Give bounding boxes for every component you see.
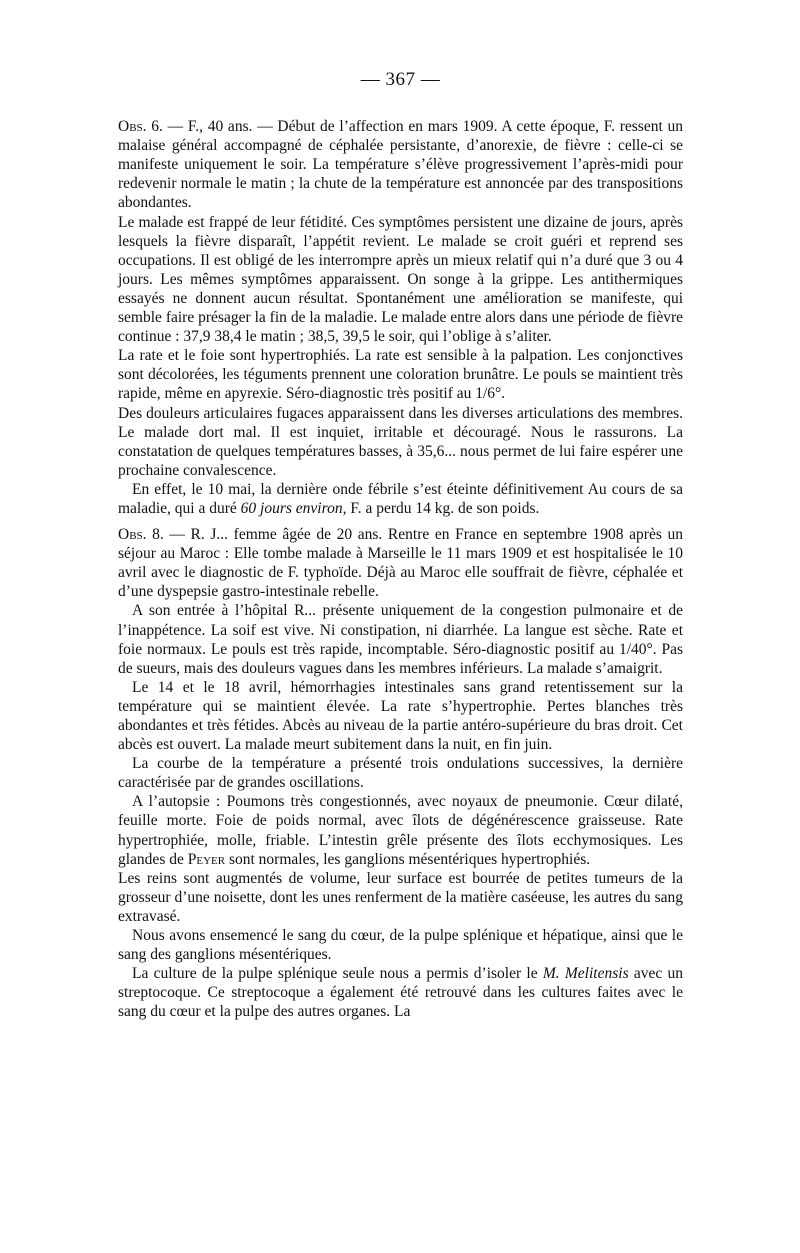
species-name: M. Melitensis [542, 965, 629, 983]
peyer-name: Peyer [187, 850, 226, 868]
obs8-paragraph-7: Nous avons ensemencé le sang du cœur, de la pulpe splénique et hépatique, ainsi que le sang des ganglions mésentériques. [118, 927, 683, 964]
duration-emphasis: 60 jours environ, [240, 499, 347, 517]
obs8-label: Obs. 8. [118, 526, 164, 544]
obs8-paragraph-1: Obs. 8. — R. J... femme âgée de 20 ans. Rentre en France en septembre 1908 après un séjour au Maroc : Elle tombe malade à Marseille le 11 mars 1909 et est hospitalisée le 10 avril avec le diagnostic de F. typhoïde. Déjà au Maroc elle souffrait de fièvre, céphalée et d’une dyspepsie gastro-intestinale rebelle. [118, 526, 683, 601]
obs8-paragraph-2: A son entrée à l’hôpital R... présente uniquement de la congestion pulmonaire et de l’inappétence. La soif est vive. Ni constipation, ni diarrhée. La langue est sèche. Rate et foie normaux. Le pouls est très rapide, incomptable. Séro-diagnostic positif au 1/40°. Pas de sueurs, mais des douleurs vagues dans les membres inférieurs. La malade s’amaigrit. [118, 602, 683, 677]
obs8-paragraph-3: Le 14 et le 18 avril, hémorrhagies intestinales sans grand retentissement sur la température qui se maintient élevée. La rate s’hypertrophie. Pertes blanches très abondantes et très fétides. Abcès au niveau de la partie antéro-supérieure du bras droit. Cet abcès est ouvert. La malade meurt subitement dans la nuit, en fin juin. [118, 678, 683, 754]
obs8-paragraph-5: A l’autopsie : Poumons très congestionnés, avec noyaux de pneumonie. Cœur dilaté, feuille morte. Foie de poids normal, avec îlots de dégénérescence graisseuse. Rate hypertrophiée, molle, friable. L’intestin grêle présente des îlots ecchymosiques. Les glandes de Peyer sont normales, les ganglions mésentériques hypertrophiés. [118, 793, 683, 868]
obs8-paragraph-6: Les reins sont augmentés de volume, leur surface est bourrée de petites tumeurs de la grosseur d’une noisette, dont les unes renferment de la matière caséeuse, les autres du sang extravasé. [118, 869, 683, 925]
observation-6 [118, 117, 683, 518]
document-page [118, 70, 683, 1022]
observation-8 [118, 525, 683, 1021]
obs6-paragraph-4: Des douleurs articulaires fugaces apparaissent dans les diverses articulations des membres. Le malade dort mal. Il est inquiet, irritable et découragé. Nous le rassurons. La constatation de quelques températures basses, à 35,6... nous permet de lui faire espérer une prochaine convalescence. [118, 404, 683, 479]
obs8-paragraph-4: La courbe de la température a présenté trois ondulations successives, la dernière caractérisée par de grandes oscillations. [118, 755, 683, 792]
obs6-paragraph-5: En effet, le 10 mai, la dernière onde fébrile s’est éteinte définitivement Au cours de sa maladie, qui a duré 60 jours environ, F. a perdu 14 kg. de son poids. [118, 480, 683, 517]
obs6-paragraph-1: Obs. 6. — F., 40 ans. — Début de l’affection en mars 1909. A cette époque, F. ressent un malaise général accompagné de céphalée persistante, d’anorexie, de fièvre : celle-ci se manifeste uniquement le soir. La température s’élève progressivement l’après-midi pour redevenir normale le matin ; la chute de la température est annoncée par des transpositions abondantes. [118, 118, 684, 212]
obs8-paragraph-8: La culture de la pulpe splénique seule nous a permis d’isoler le M. Melitensis avec un streptocoque. Ce streptocoque a également été retrouvé dans les cultures faites avec le sang du cœur et la pulpe des autres organes. La [118, 965, 684, 1021]
page-number: — 367 — [360, 69, 441, 90]
obs6-label: Obs. 6. [118, 118, 163, 136]
obs6-paragraph-3: La rate et le foie sont hypertrophiés. La rate est sensible à la palpation. Les conjonctives sont décolorées, les téguments prennent une coloration brunâtre. Le pouls se maintient très rapide, même en apyrexie. Séro-diagnostic très positif au 1/6°. [118, 347, 683, 403]
obs6-paragraph-2: Le malade est frappé de leur fétidité. Ces symptômes persistent une dizaine de jours, après lesquels la fièvre disparaît, l’appétit revient. Le malade se croit guéri et reprend ses occupations. Il est obligé de les interrompre après un mieux relatif qui n’a duré que 3 ou 4 jours. Les mêmes symptômes apparaissent. On songe à la grippe. Les antithermiques essayés ne donnent aucun résultat. Spontanément une amélioration se manifeste, qui semble faire présager la fin de la maladie. Le malade entre alors dans une période de fièvre continue : 37,9 38,4 le matin ; 38,5, 39,5 le soir, qui l’oblige à s’aliter. [118, 213, 683, 346]
